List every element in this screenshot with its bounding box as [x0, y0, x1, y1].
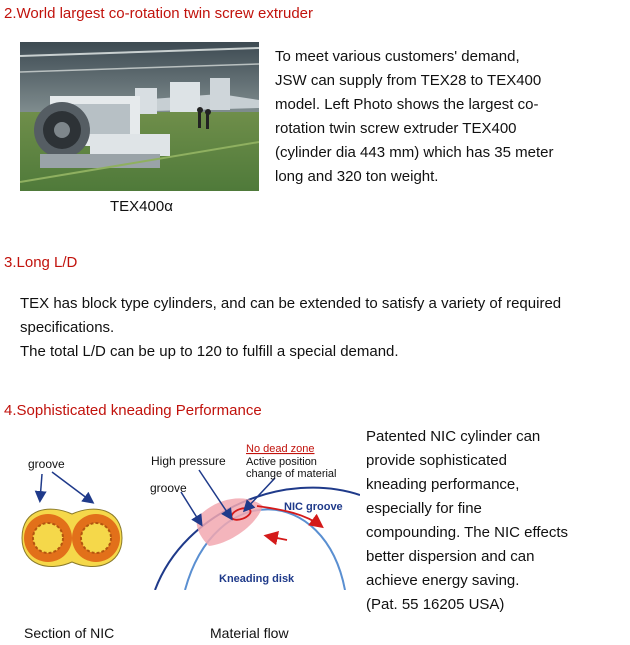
change-of-material-label: change of material — [246, 468, 337, 480]
extruder-photo — [20, 42, 259, 191]
nic-section-diagram — [10, 448, 140, 588]
body-line: (cylinder dia 443 mm) which has 35 meter — [275, 144, 554, 161]
nic-groove-label: NIC groove — [284, 501, 343, 513]
section-3-heading: 3.Long L/D — [4, 254, 78, 271]
body-line: rotation twin screw extruder TEX400 — [275, 120, 517, 137]
section-4-heading: 4.Sophisticated kneading Performance — [4, 402, 262, 419]
body-line: (Pat. 55 16205 USA) — [366, 596, 505, 613]
kneading-disk-label: Kneading disk — [219, 573, 295, 585]
material-flow-diagram — [145, 440, 360, 590]
active-position-label: Active position — [246, 456, 317, 468]
body-line: The total L/D can be up to 120 to fulfill a special demand. — [20, 343, 399, 360]
body-line: To meet various customers' demand, — [275, 48, 520, 65]
body-line: specifications. — [20, 319, 115, 336]
section-2-heading: 2.World largest co-rotation twin screw extruder — [4, 5, 314, 22]
photo-caption: TEX400α — [110, 198, 173, 215]
body-line: better dispersion and can — [366, 548, 535, 565]
body-line: provide sophisticated — [366, 452, 507, 469]
body-line: JSW can supply from TEX28 to TEX400 — [275, 72, 542, 89]
high-pressure-label: High pressure — [151, 454, 226, 468]
body-line: model. Left Photo shows the largest co- — [275, 96, 539, 113]
no-dead-zone-label: No dead zone — [246, 443, 315, 455]
material-flow-caption: Material flow — [210, 625, 289, 641]
extruder-photo-illustration — [20, 42, 259, 191]
nic-section-caption: Section of NIC — [24, 625, 115, 641]
section-4-body — [366, 425, 568, 617]
body-line: achieve energy saving. — [366, 572, 520, 589]
groove-label: groove — [28, 457, 65, 471]
body-line: TEX has block type cylinders, and can be extended to satisfy a variety of required — [20, 295, 562, 312]
body-line: kneading performance, — [366, 476, 520, 493]
groove-label-flow: groove — [150, 481, 187, 495]
body-line: compounding. The NIC effects — [366, 524, 569, 541]
body-line: especially for fine — [366, 500, 482, 517]
body-line: Patented NIC cylinder can — [366, 428, 541, 445]
section-2-body — [275, 45, 553, 189]
body-line: long and 320 ton weight. — [275, 168, 439, 185]
section-3-body — [20, 292, 561, 364]
